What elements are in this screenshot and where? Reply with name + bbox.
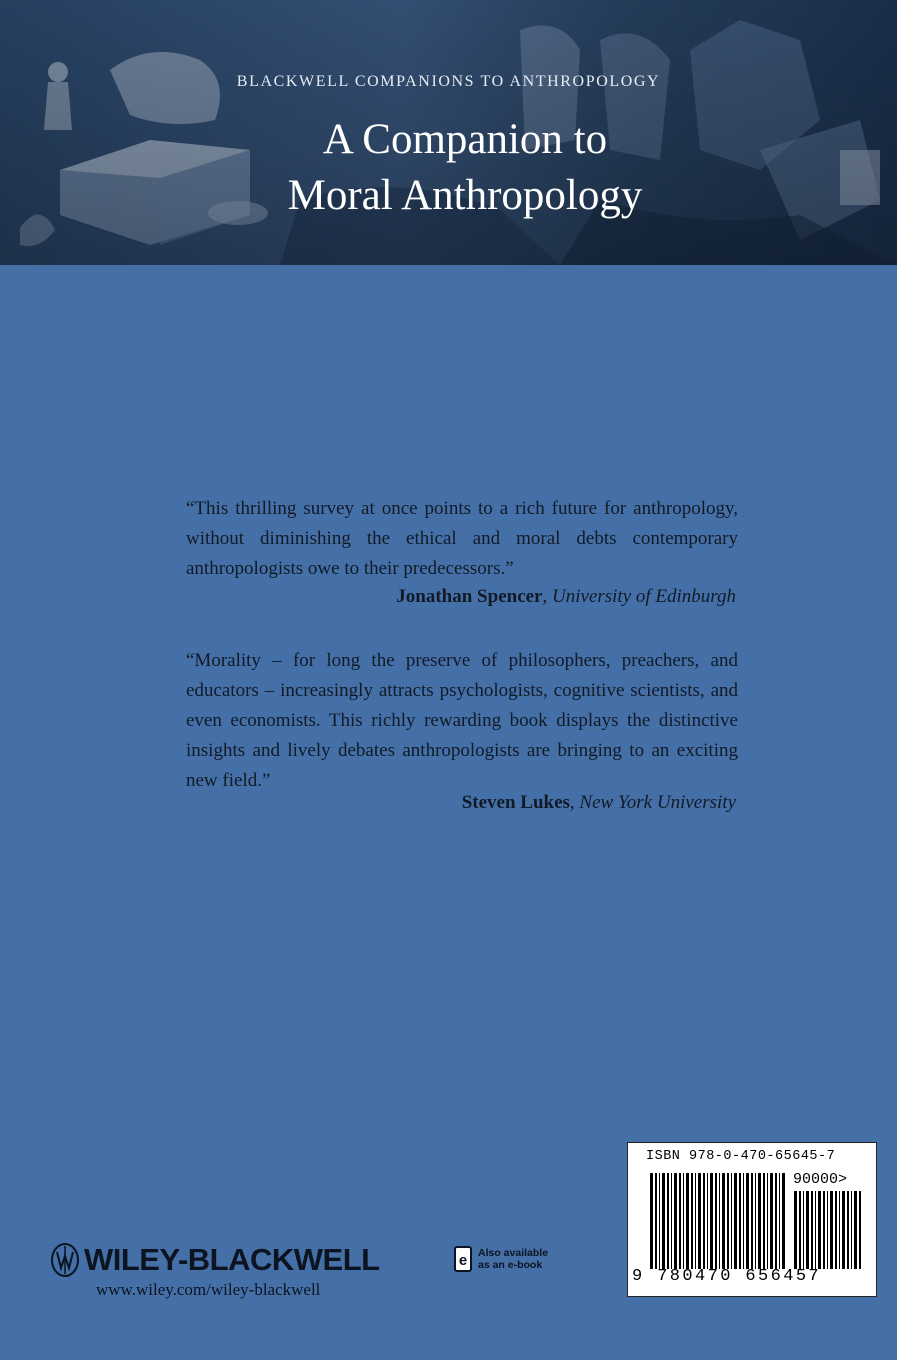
e-icon xyxy=(454,1246,472,1272)
barcode-bar xyxy=(722,1173,725,1269)
barcode-bar xyxy=(755,1173,756,1269)
barcode-bar xyxy=(847,1191,849,1269)
barcode-bar xyxy=(691,1173,693,1269)
barcode-bar xyxy=(854,1191,857,1269)
barcode-bar xyxy=(650,1173,653,1269)
endorser-name-2: Steven Lukes xyxy=(461,792,570,813)
barcode-bar xyxy=(655,1173,657,1269)
barcode-bar xyxy=(851,1191,852,1269)
barcode-bar xyxy=(710,1173,713,1269)
barcode-bar xyxy=(811,1191,813,1269)
barcode-bar xyxy=(734,1173,737,1269)
endorsement-quote-1: “This thrilling survey at once points to a rich future for anthropology, without diminishing the ethical and moral debts contemporary anthropologists owe to their predecessors.” xyxy=(186,498,738,579)
wiley-emblem-icon xyxy=(50,1242,80,1278)
barcode-bar xyxy=(803,1191,804,1269)
barcode-bar xyxy=(686,1173,689,1269)
barcode-bar xyxy=(763,1173,765,1269)
barcode-bar xyxy=(707,1173,708,1269)
barcode-bar xyxy=(818,1191,821,1269)
endorsement-attribution-1: Jonathan Spencer, University of Edinburgh xyxy=(396,586,736,607)
isbn-label: ISBN 978-0-470-65645-7 xyxy=(646,1149,836,1164)
series-name: BLACKWELL COMPANIONS TO ANTHROPOLOGY xyxy=(236,73,661,90)
barcode-bar xyxy=(775,1173,777,1269)
endorser-name-1: Jonathan Spencer xyxy=(396,586,543,607)
barcode-bar xyxy=(683,1173,684,1269)
addon-barcode-bars xyxy=(794,1191,864,1269)
endorsement-quote-2: “Morality – for long the preserve of philosophers, preachers, and educators – increasingly attracts psychologists, cognitive scientists, and even economists. This richly rewarding book displays the distinctive insights and lively debates anthropologists are bringing to an exciting new field.” xyxy=(186,650,738,791)
barcode-bar xyxy=(679,1173,681,1269)
barcode-bar xyxy=(695,1173,696,1269)
barcode-bar xyxy=(731,1173,732,1269)
barcode-bar xyxy=(715,1173,717,1269)
barcode-bar xyxy=(671,1173,672,1269)
barcode-bar xyxy=(739,1173,741,1269)
barcode-bar xyxy=(703,1173,705,1269)
barcode-bar xyxy=(815,1191,816,1269)
barcode-bar xyxy=(751,1173,753,1269)
price-code: 90000> xyxy=(793,1171,848,1188)
barcode-bar xyxy=(794,1191,797,1269)
barcode-bar xyxy=(859,1191,861,1269)
ebook-line1: Also available xyxy=(478,1247,549,1259)
barcode-bar xyxy=(767,1173,768,1269)
barcode-bar xyxy=(667,1173,669,1269)
endorser-affiliation-1: University of Edinburgh xyxy=(552,586,736,607)
publisher-name: WILEY-BLACKWELL xyxy=(84,1242,380,1277)
barcode-bar xyxy=(799,1191,801,1269)
barcode-bar xyxy=(823,1191,825,1269)
book-title-line2: Moral Anthropology xyxy=(287,172,643,219)
endorsement-attribution-2: Steven Lukes, New York University xyxy=(461,792,736,813)
publisher-logo xyxy=(50,1240,380,1280)
barcode-bar xyxy=(830,1191,833,1269)
barcode-bar xyxy=(727,1173,729,1269)
book-title-line1: A Companion to xyxy=(322,116,608,163)
barcode-bar xyxy=(779,1173,780,1269)
barcode-bar xyxy=(806,1191,809,1269)
isbn-digits: 9 780470 656457 xyxy=(632,1267,822,1286)
barcode-bar xyxy=(743,1173,744,1269)
book-title xyxy=(0,112,897,224)
publisher-url: www.wiley.com/wiley-blackwell xyxy=(96,1280,321,1299)
ebook-notice xyxy=(454,1246,548,1272)
barcode-bar xyxy=(698,1173,701,1269)
barcode-bar xyxy=(770,1173,773,1269)
barcode-bar xyxy=(758,1173,761,1269)
svg-text:e: e xyxy=(458,1252,468,1269)
barcode-bar xyxy=(674,1173,677,1269)
barcode-bar xyxy=(842,1191,845,1269)
barcode-bar xyxy=(746,1173,749,1269)
barcode-bar xyxy=(835,1191,837,1269)
barcode-bar xyxy=(827,1191,828,1269)
barcode-bar xyxy=(662,1173,665,1269)
barcode-bar xyxy=(782,1173,785,1269)
cover-art-banner xyxy=(0,0,897,265)
barcode-bar xyxy=(659,1173,660,1269)
barcode-bars xyxy=(650,1173,788,1269)
barcode-bar xyxy=(719,1173,720,1269)
ebook-line2: as an e-book xyxy=(478,1259,543,1271)
barcode-bar xyxy=(839,1191,840,1269)
isbn-barcode xyxy=(627,1142,877,1297)
endorser-affiliation-2: New York University xyxy=(579,792,736,813)
